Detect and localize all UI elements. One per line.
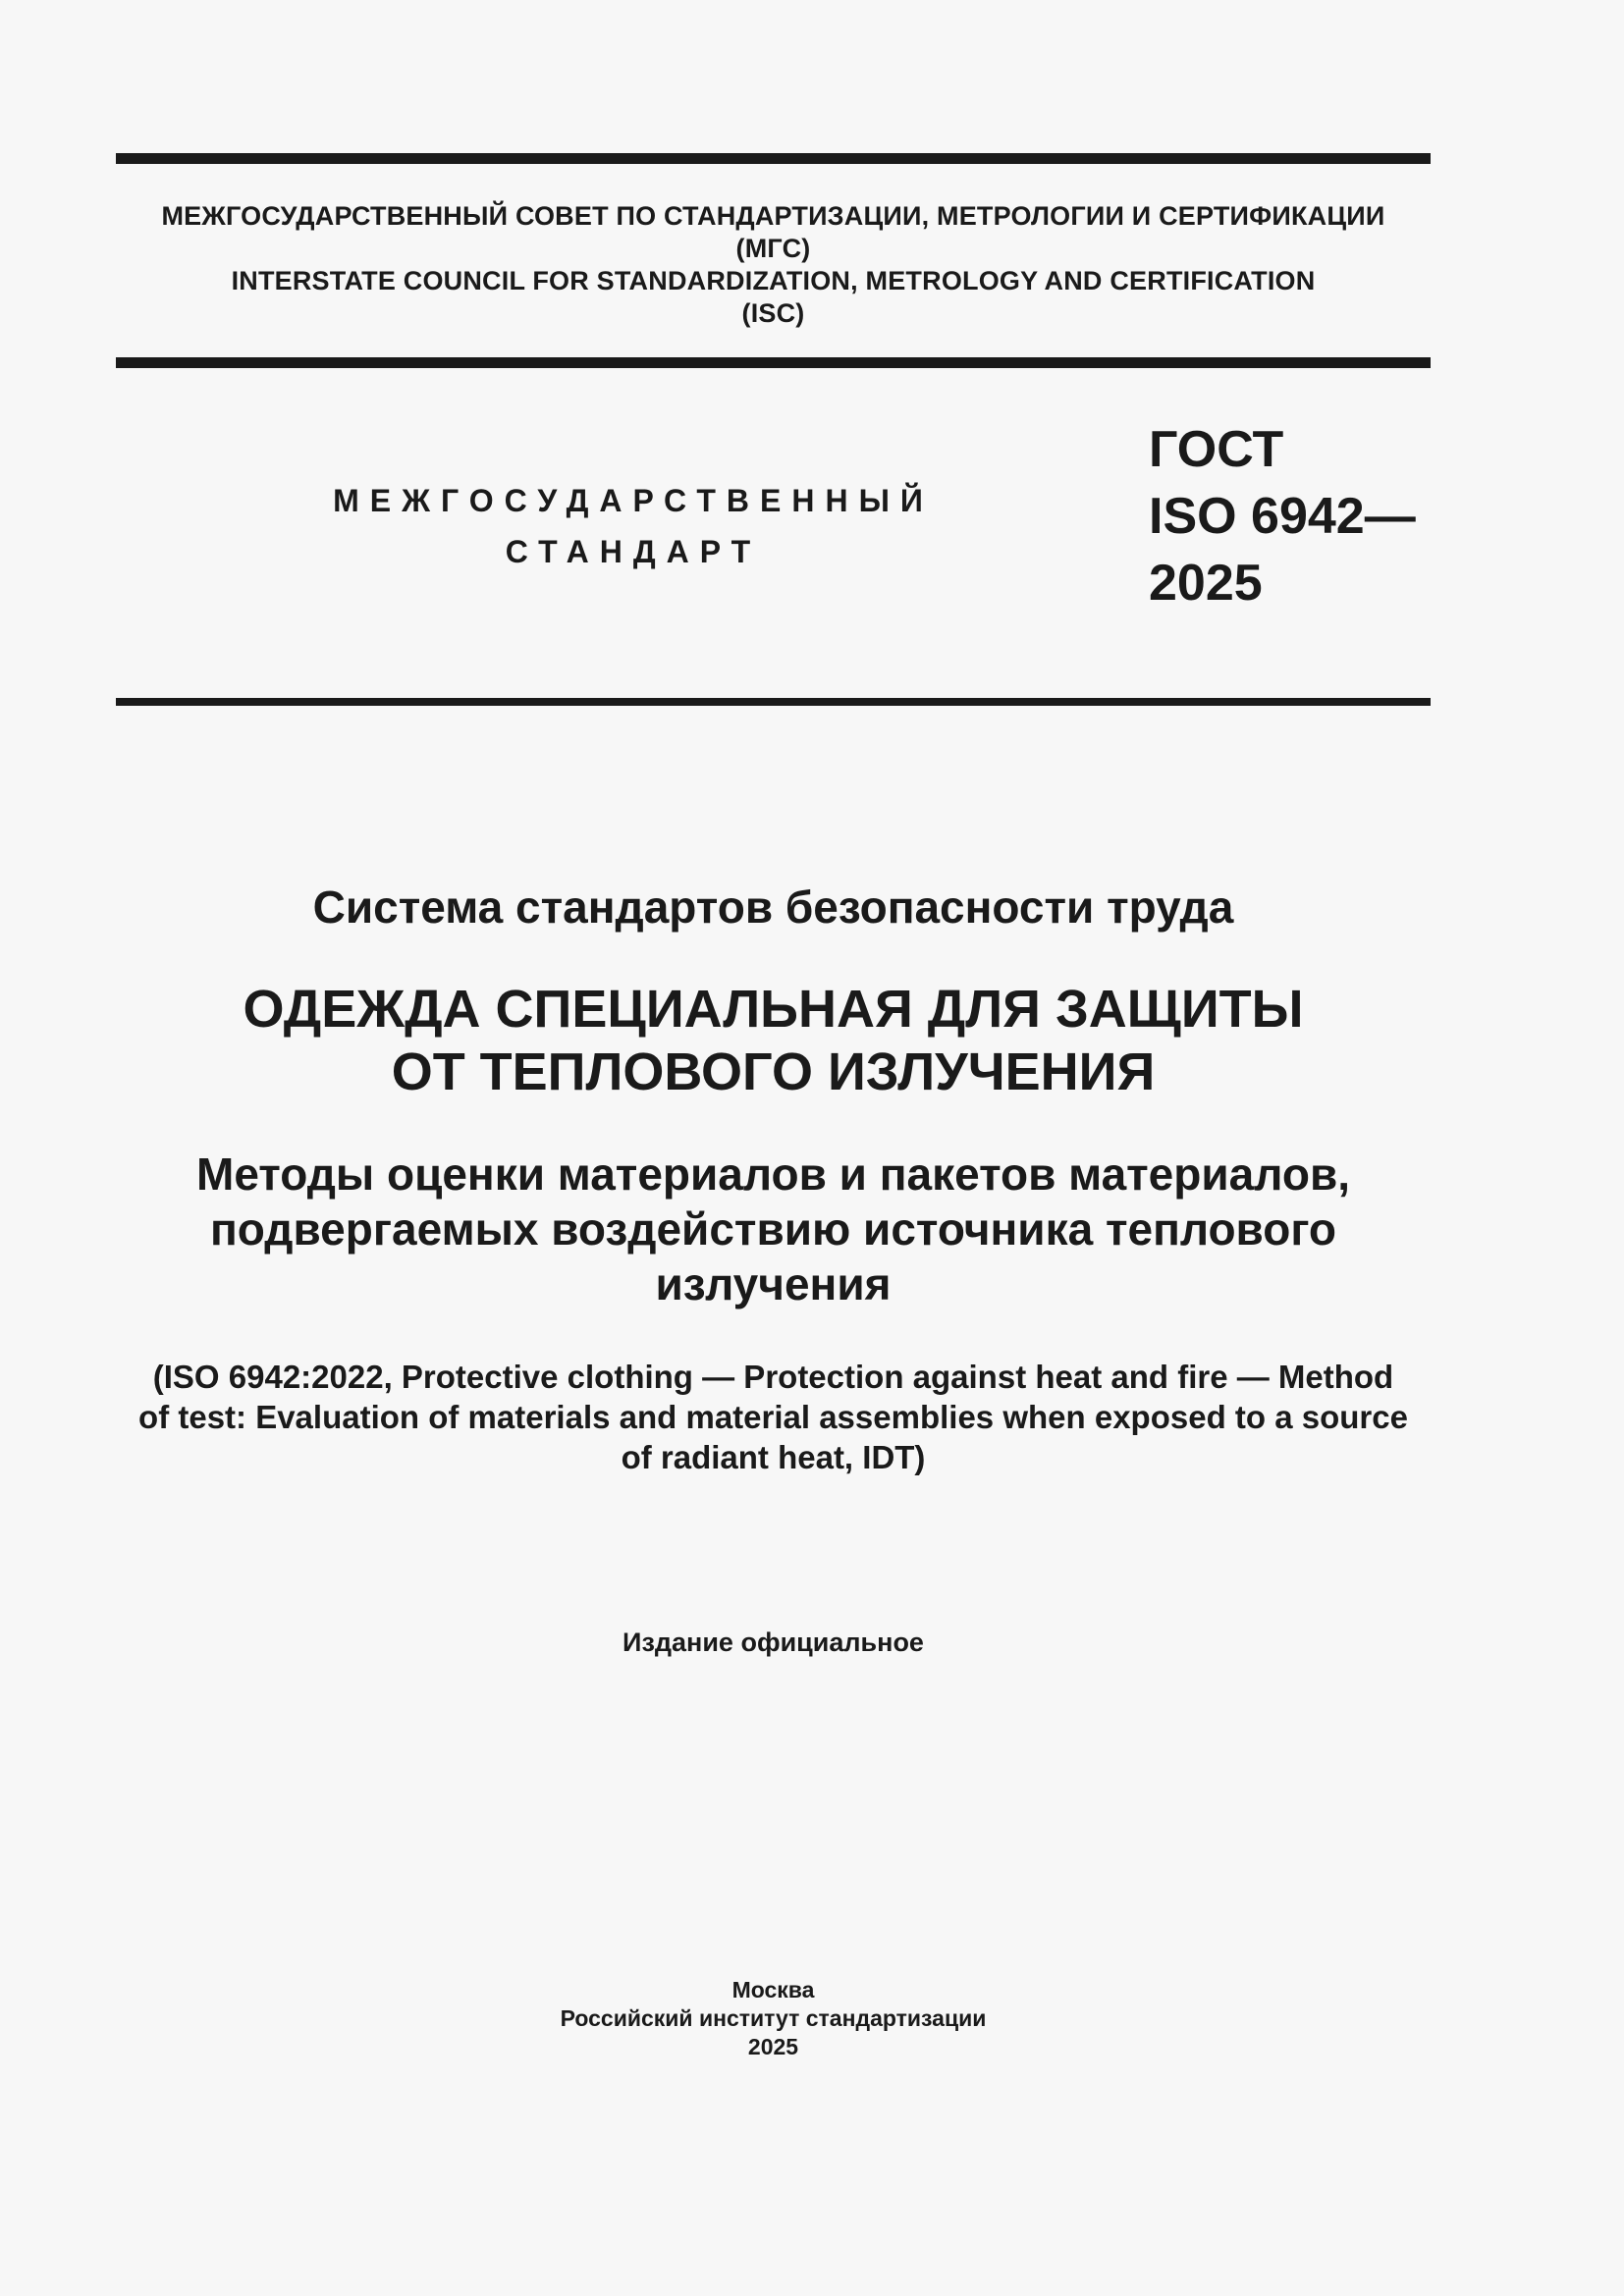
publisher-imprint (116, 1976, 1431, 2061)
iso-reference-line1: (ISO 6942:2022, Protective clothing — Protection against heat and fire — Method (152, 1359, 1394, 1395)
subtitle-line3: излучения (655, 1258, 892, 1309)
standard-title (116, 978, 1431, 1103)
title-line1: ОДЕЖДА СПЕЦИАЛЬНАЯ ДЛЯ ЗАЩИТЫ (243, 980, 1304, 1039)
subtitle-line1: Методы оценки материалов и пакетов материалов, (196, 1148, 1350, 1200)
edition-label (116, 1626, 1431, 1659)
subtitle-line2: подвергаемых воздействию источника теплового (210, 1203, 1336, 1255)
council-name-ru: МЕЖГОСУДАРСТВЕННЫЙ СОВЕТ ПО СТАНДАРТИЗАЦИИ, МЕТРОЛОГИИ И СЕРТИФИКАЦИИ (161, 201, 1385, 231)
council-abbr-en: (ISC) (741, 298, 805, 328)
iso-reference (116, 1357, 1431, 1477)
council-header (116, 200, 1431, 330)
designation-line2: ISO 6942— (1149, 488, 1416, 545)
designation-line3: 2025 (1149, 555, 1263, 612)
standard-kind-line1: МЕЖГОСУДАРСТВЕННЫЙ (333, 483, 934, 518)
iso-reference-line3: of radiant heat, IDT) (621, 1439, 926, 1475)
bottom-rule (116, 698, 1431, 706)
standard-series (116, 879, 1431, 935)
title-line2: ОТ ТЕПЛОВОГО ИЗЛУЧЕНИЯ (391, 1042, 1156, 1101)
standard-kind (295, 475, 972, 577)
standard-subtitle (116, 1147, 1431, 1311)
publisher-city: Москва (731, 1977, 815, 2002)
designation-line1: ГОСТ (1149, 421, 1284, 478)
council-abbr-ru: (МГС) (735, 234, 811, 263)
iso-reference-line2: of test: Evaluation of materials and material assemblies when exposed to a source (138, 1399, 1408, 1435)
top-rule (116, 153, 1431, 164)
publisher-institute: Российский институт стандартизации (560, 2005, 987, 2031)
council-name-en: INTERSTATE COUNCIL FOR STANDARDIZATION, METROLOGY AND CERTIFICATION (231, 266, 1316, 295)
middle-rule (116, 357, 1431, 368)
standard-kind-line2: СТАНДАРТ (505, 534, 762, 569)
series-title: Система стандартов безопасности труда (312, 881, 1234, 933)
edition-text: Издание официальное (623, 1628, 924, 1657)
standard-designation (1149, 416, 1416, 616)
publisher-year: 2025 (747, 2034, 799, 2059)
